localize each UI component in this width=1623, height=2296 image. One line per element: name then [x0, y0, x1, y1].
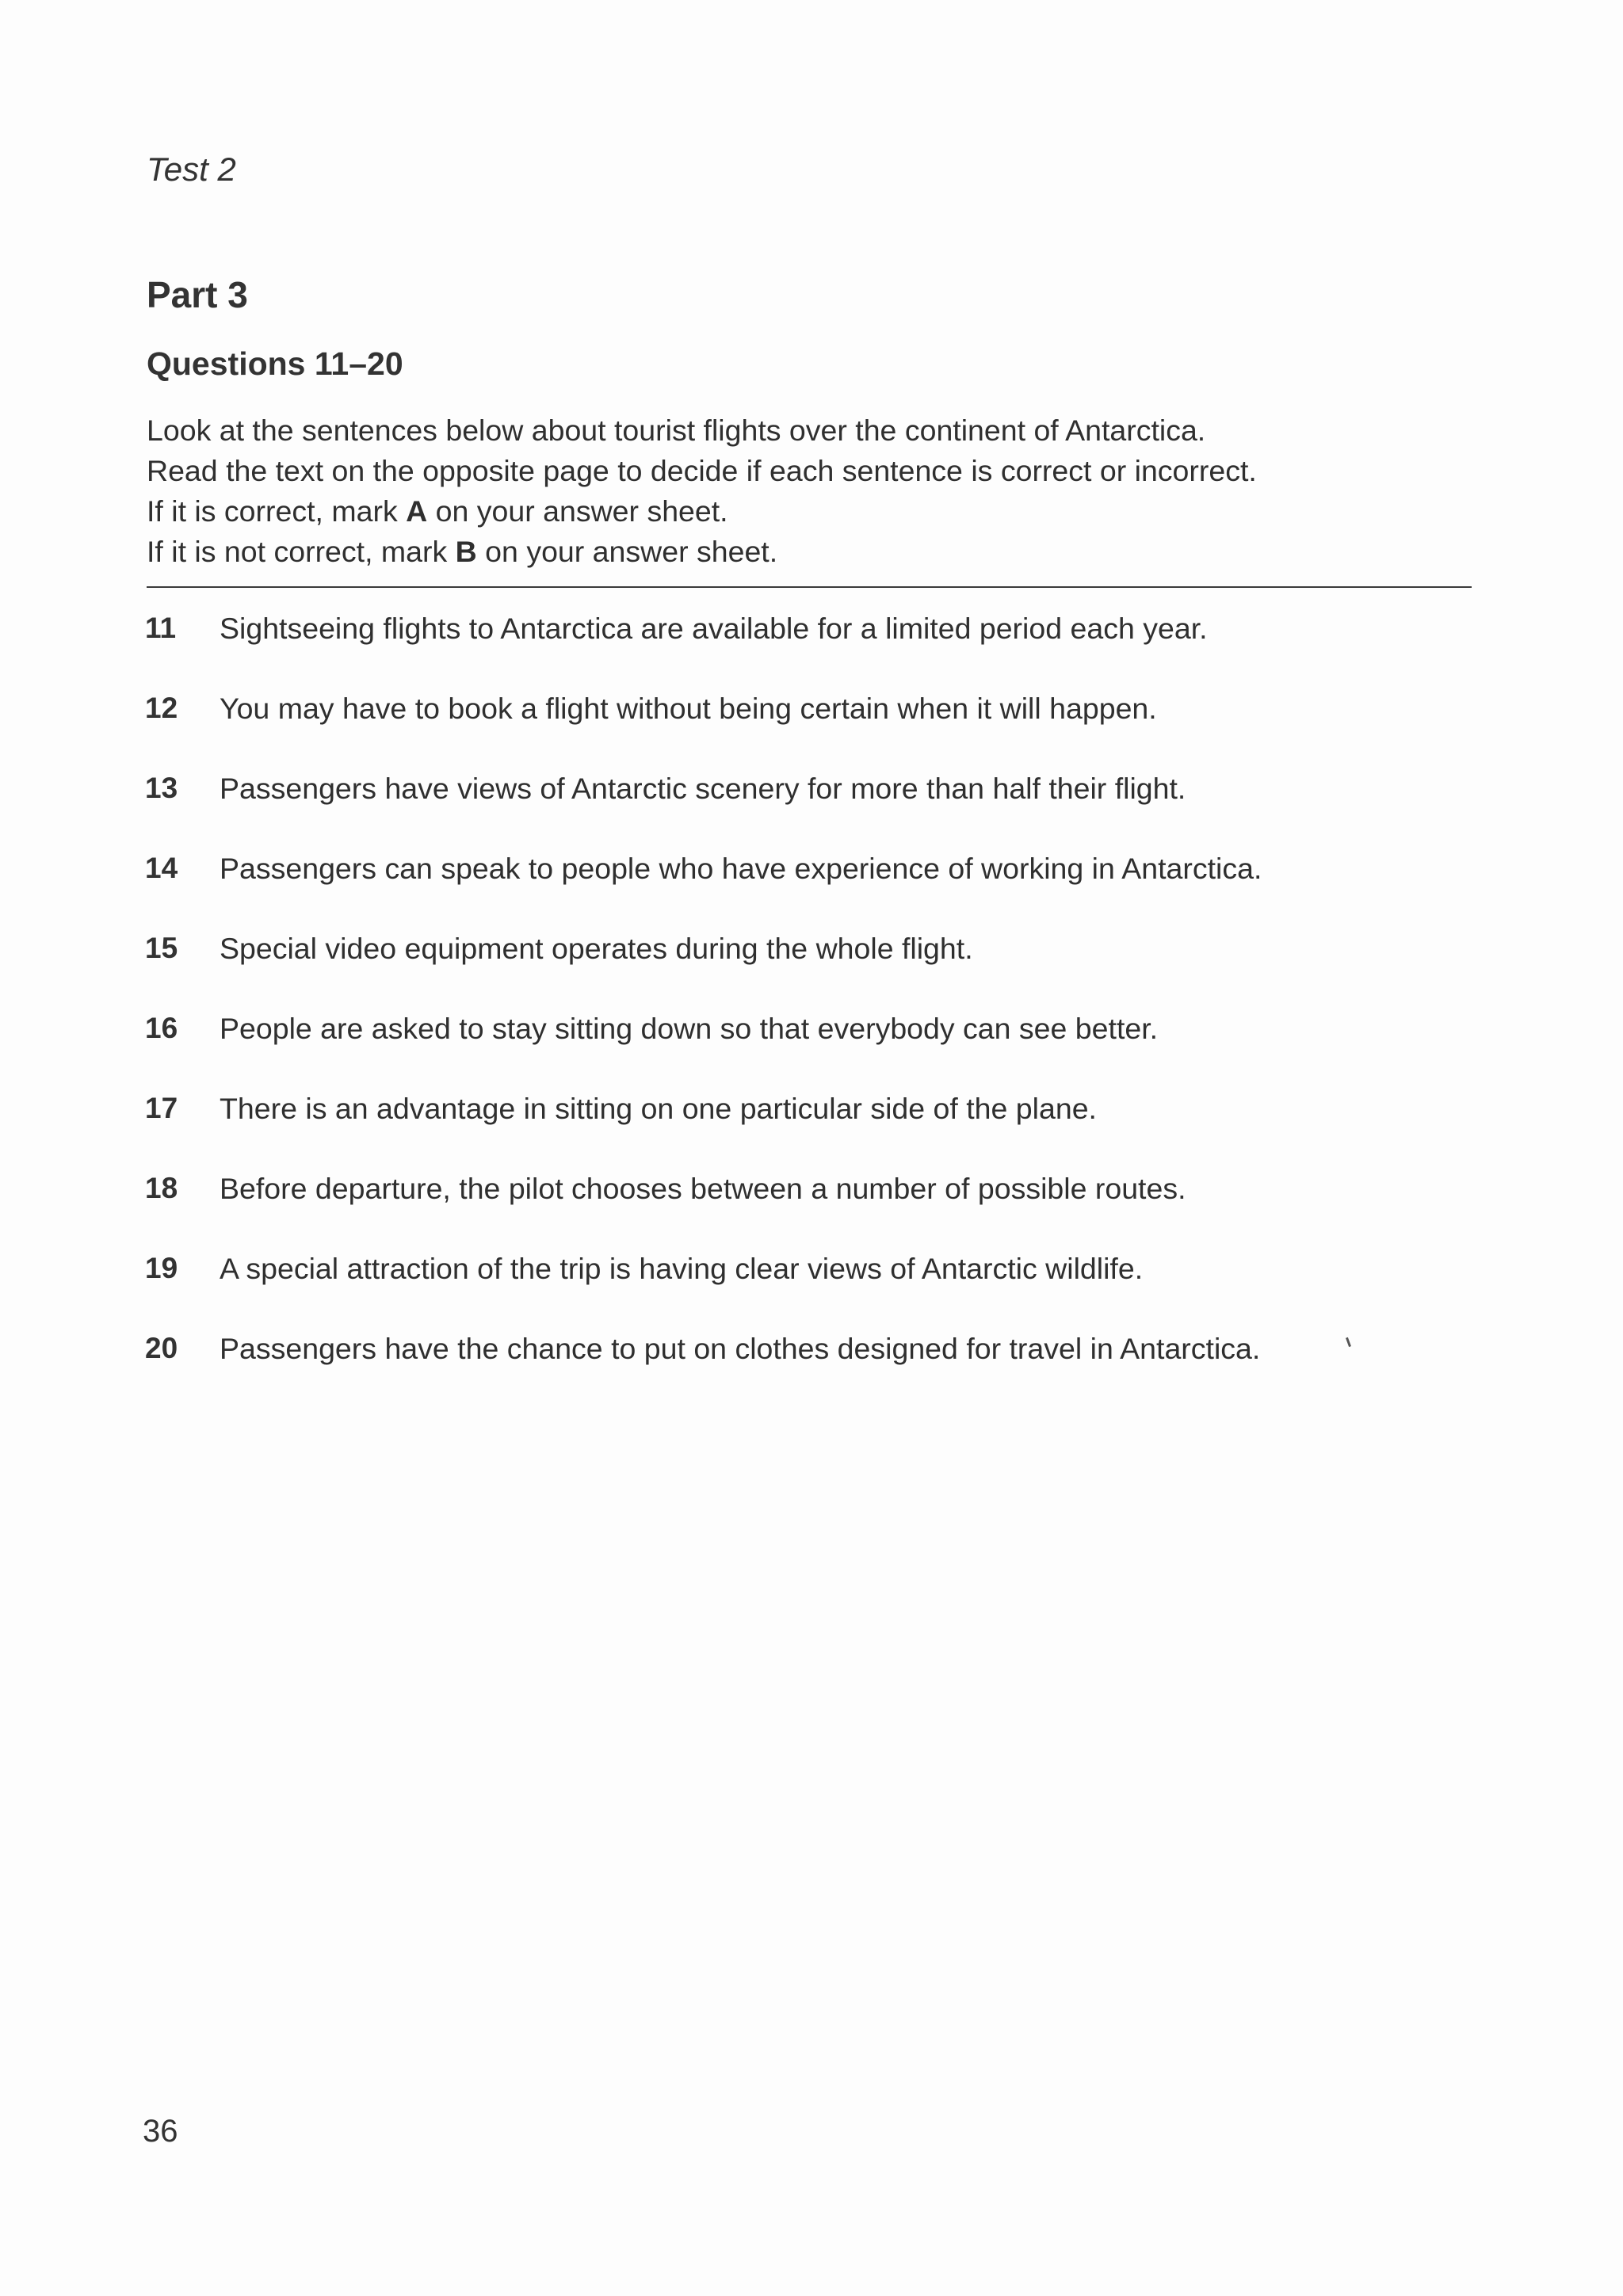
question-text: Passengers can speak to people who have experience of working in Antarctica.: [220, 852, 1262, 885]
instruction-line-3-before: If it is correct, mark: [147, 494, 407, 528]
question-number: 16: [145, 1012, 178, 1044]
question-item: [0, 1246, 1623, 1326]
question-number: 18: [145, 1172, 178, 1204]
answer-letter-a: A: [406, 494, 428, 528]
question-item: [0, 1006, 1623, 1086]
question-item: [0, 1086, 1623, 1166]
question-text: A special attraction of the trip is having clear views of Antarctic wildlife.: [220, 1252, 1144, 1285]
question-list: [0, 606, 1623, 1406]
question-item: [0, 926, 1623, 1006]
instruction-line-4-before: If it is not correct, mark: [147, 535, 456, 568]
answer-letter-b: B: [455, 535, 477, 568]
page-number: 36: [143, 2114, 178, 2149]
question-number: 19: [145, 1252, 178, 1284]
instruction-line-4-after: on your answer sheet.: [476, 535, 778, 568]
question-text: There is an advantage in sitting on one particular side of the plane.: [220, 1092, 1097, 1125]
question-text: Special video equipment operates during the whole flight.: [220, 932, 973, 965]
question-number: 17: [145, 1092, 178, 1124]
question-number: 13: [145, 772, 178, 804]
question-item: [0, 766, 1623, 846]
question-number: 12: [145, 692, 178, 724]
question-item: [0, 846, 1623, 926]
question-item: [0, 1166, 1623, 1246]
instructions: [147, 410, 1494, 572]
question-number: 14: [145, 852, 178, 884]
instruction-line-2: Read the text on the opposite page to decide if each sentence is correct or incorrect.: [147, 454, 1257, 487]
instruction-line-4: [147, 532, 1494, 572]
question-text: Sightseeing flights to Antarctica are available for a limited period each year.: [220, 612, 1208, 645]
instruction-line-3: [147, 491, 1494, 532]
question-item: [0, 606, 1623, 686]
instruction-line-1: Look at the sentences below about tourist flights over the continent of Antarctica.: [147, 414, 1206, 447]
question-text: Before departure, the pilot chooses between a number of possible routes.: [220, 1172, 1186, 1205]
question-item: [0, 686, 1623, 766]
question-text: Passengers have views of Antarctic scenery for more than half their flight.: [220, 772, 1186, 805]
question-item: [0, 1326, 1623, 1406]
question-number: 15: [145, 932, 178, 964]
instruction-line-3-after: on your answer sheet.: [427, 494, 728, 528]
question-text: You may have to book a flight without being certain when it will happen.: [220, 692, 1157, 725]
divider-rule: [147, 586, 1472, 588]
running-head: Test 2: [147, 151, 236, 188]
question-text: People are asked to stay sitting down so that everybody can see better.: [220, 1012, 1159, 1045]
part-title: Part 3: [147, 274, 248, 315]
question-text: Passengers have the chance to put on clothes designed for travel in Antarctica.: [220, 1332, 1261, 1365]
question-number: 20: [145, 1332, 178, 1364]
question-number: 11: [145, 612, 177, 644]
questions-title: Questions 11–20: [147, 345, 403, 382]
